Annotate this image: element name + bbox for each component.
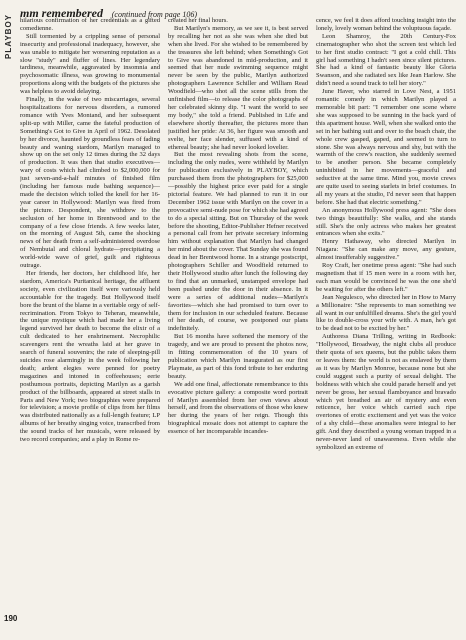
paragraph: Her friends, her doctors, her childhood life, her stardom, America's Puritanical heritage, the affluent society, even civilization itself were variously held accountable for the tragedy. But Hollywood itself bore the brunt of the blame in a veritable orgy of self-recrimination. From Tokyo to Teheran, meanwhile, the unique mystique which had made her a living legend survived her death to become the elixir of a cult dedicated to her enshrinement. Necrophilic scavengers rent the wreaths laid at her grave in search of funeral souvenirs; the rate of sleeping-pill suicides rose alarmingly in the week following her death; ardent elegies were penned for poetry magazines and intoned in coffeehouses; eerie posthumous portraits, depicting Marilyn as a garish product of the billboards, appeared at street stalls in Paris and New York; two biographies were prepared for television; a movie profile of clips from her films was distributed nationally as a full-length feature; LP albums of her breathy singing voice, transcribed from the sound tracks of her musicals, were released by two record companies; and a play in Rome re- xyxy=(20,270,160,444)
paragraph: hilarious confirmation of her credentials as a gifted comedienne. xyxy=(20,17,160,32)
paragraph: But Marilyn's memory, as we see it, is best served by recalling her not as she was when she died but when she lived. For she wished to be remembered by the treasures she left behind; when Something's Got to Give was abandoned in mid-production, and it seemed that her nude swimming sequence might never be seen by the public, Marilyn authorized photographers Lawrence Schiller and William Read Woodfield—who shot all the scene stills from the unfinished film—to release the color photographs of her celebrated skinny dip. "I want the world to see my body," she told a friend. Published in Life and elsewhere shortly thereafter, the pictures more than justified her pride: At 36, her figure was smooth and svelte, her face slender, suffused with a kind of ethereal beauty; she had never looked lovelier. xyxy=(168,24,308,151)
paragraph: Authoress Diana Trilling, writing in Redbook: "Hollywood, Broadway, the night clubs all produce their quota of sex queens, but the public takes them or leaves them: the world is not as enslaved by them as it was by Marilyn Monroe, because none but she could suggest such a purity of sexual delight. The boldness with which she could parade herself and yet never be gross, her sexual flamboyance and bravado which yet breathed an air of mystery and even reticence, her voice which carried such ripe overtones of erotic excitement and yet was the voice of a shy child—these anomalies were integral to her gift. And they described a young woman trapped in a never-never land of unawareness. Even while she symbolized an extreme of xyxy=(316,333,456,451)
page-number: 190 xyxy=(4,614,18,623)
continued-note: (continued from page 106) xyxy=(111,10,197,19)
magazine-name-sidebar: PLAYBOY xyxy=(4,14,13,59)
paragraph: But 16 months have softened the memory of the tragedy, and we are proud to present the photos now, in fitting commemoration of the 10 years of publication which Marilyn inaugurated as our first Playmate, as part of this fond tribute to her enduring beauty. xyxy=(168,333,308,380)
paragraph: Roy Craft, her onetime press agent: "She had such magnetism that if 15 men were in a room with her, each man would be convinced he was the one she'd be waiting for after the others left." xyxy=(316,262,456,293)
paragraph: Finally, in the wake of two miscarriages, several hospitalizations for nervous disorders, a rumored romance with Yves Montand, and her subsequent split-up with Miller, came the fateful production of Something's Got to Give in April of 1962. Desolated by her divorce, haunted by groundless fears of fading beauty and waning stardom, Marilyn managed to show up on the set only 12 times during the 32 days of production. It was then that studio executives—wary of costs which had climbed to $2,000,000 for just seven-and-a-half minutes of finished film (including her famous nude bathing sequence)—made the decision which tolled the knell for her 16-year career in Hollywood: Marilyn was fired from the picture. Despondent, she withdrew to the seclusion of her home in Brentwood and to the company of a few close friends. A few weeks later, on the morning of August 5th, came the shocking news of her death from a self-administered overdose of Nembutal and chloral hydrate—precipitating a world-wide wave of grief, guilt and righteous outrage. xyxy=(20,96,160,270)
article-body xyxy=(20,17,456,636)
paragraph: We add one final, affectionate remembrance to this evocative picture gallery: a composite word portrait of Marilyn assembled from her own views about herself, and from the observations of those who knew her during the years of her reign. Though this biographical mosaic does not attempt to capture the essence of her incomparable incandes- xyxy=(168,380,308,436)
paragraph: cence, we feel it does afford touching insight into the lonely, lovely woman behind the voluptuous façade. xyxy=(316,17,456,32)
paragraph: But the most revealing shots from the scene, including the only nudes, were withheld by Marilyn for publication exclusively in PLAYBOY, which purchased them from the photographers for $25,000—possibly the highest price ever paid for a single pictorial feature. We had planned to run it in our December 1962 issue with Marilyn on the cover in a provocative semi-nude pose for which she had agreed to do a special sitting. But on Thursday of the week before the shooting, Editor-Publisher Hefner received a personal call from her private secretary informing him without explanation that Marilyn had changed her mind about the cover. That Sunday she was found dead in her Brentwood home. In a strange postscript, photographers Schiller and Woodfield returned to their Hollywood studio after lunch the following day to find that an unmarked, unstamped envelope had been pushed under the door in their absence. In it were a series of additional nudes—Marilyn's favorites—which she had promised to turn over to them for inclusion in our scheduled feature. Because of her death, of course, we postponed our plans indefinitely. xyxy=(168,151,308,333)
paragraph: created her final hours. xyxy=(168,17,228,24)
paragraph: Jean Negulesco, who directed her in How to Marry a Millionaire: "She represents to man something we all want in our unfulfilled dreams. She's the girl you'd like to double-cross your wife with. A man, he's got to be dead not to be excited by her." xyxy=(316,293,456,333)
paragraph: Leon Shamroy, the 20th Century-Fox cinematographer who shot the screen test which led to her first studio contract: "I got a cold chill. This girl had something I hadn't seen since silent pictures. She had a kind of fantastic beauty like Gloria Swanson, and she radiated sex like Jean Harlow. She didn't need a sound track to tell her story." xyxy=(316,32,456,88)
text-column-1 xyxy=(20,17,160,636)
text-column-2 xyxy=(168,17,308,636)
article-title: mm remembered xyxy=(20,6,103,20)
paragraph: Still tormented by a crippling sense of personal insecurity and professional inadequacy, however, she was unable to mitigate her worsening reputation as a slow "study" and fluffer of lines. Her legendary tardiness, meanwhile, aggravated by insomnia and psychosomatic illness, was growing to monumental proportions along with the budgets of the pictures she was helpless to avoid delaying. xyxy=(20,32,160,96)
text-column-3 xyxy=(316,17,456,636)
paragraph: Henry Hathaway, who directed Marilyn in Niagara: "She can make any move, any gesture, almost insufferably suggestive." xyxy=(316,238,456,262)
paragraph: June Haver, who starred in Love Nest, a 1951 romantic comedy in which Marilyn played a memorable bit part: "I remember one scene where she was supposed to be sunning in the back yard of this apartment house. Well, when she walked onto the set in her bathing suit and over to the beach chair, the whole crew gasped, gaped, and seemed to turn to stone. She was always nervous and shy, but with the warmth of the crew's reaction, she suddenly seemed to be another person. She became completely uninhibited in her movements—graceful and seductive at the same time. Mind you, movie crews are quite used to seeing starlets in brief costumes. In all my years at the studio, I'd never seen that happen before. She had that electric something." xyxy=(316,88,456,206)
paragraph: An anonymous Hollywood press agent: "She does two things beautifully: She walks, and she stands still. She's the only actress who makes her greatest entrances when she exits." xyxy=(316,206,456,238)
